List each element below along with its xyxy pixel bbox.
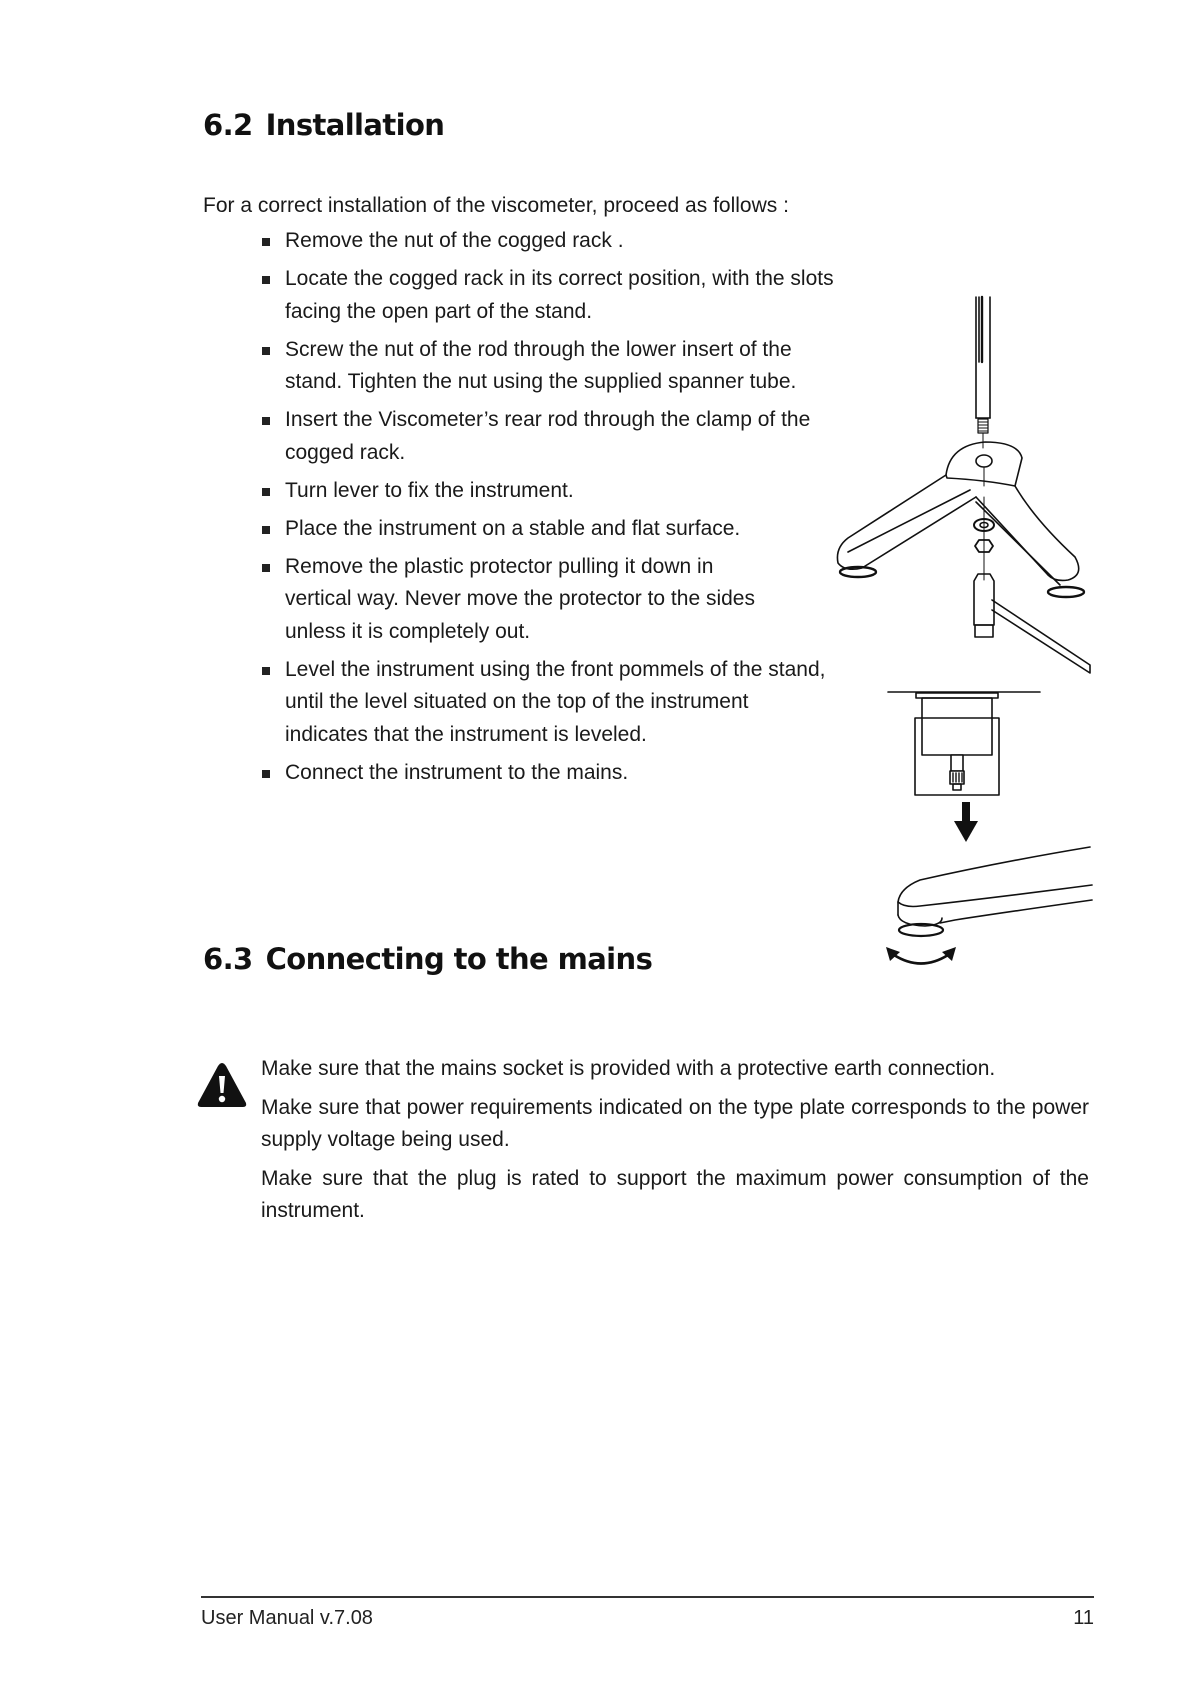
list-item xyxy=(262,513,825,546)
section-heading-mains xyxy=(203,942,652,976)
list-item xyxy=(262,757,825,790)
bullet-icon xyxy=(262,770,270,778)
installation-illustrations xyxy=(830,290,1110,990)
bullet-icon xyxy=(262,417,270,425)
warning-triangle-icon xyxy=(196,1061,248,1109)
leveling-foot-illustration xyxy=(886,847,1092,964)
step-text: Remove the plastic protector pulling it down in vertical way. Never move the protector to the sides unless it is completely out. xyxy=(285,554,755,643)
list-item xyxy=(262,263,885,328)
list-item xyxy=(262,404,815,469)
step-text: Place the instrument on a stable and flat surface. xyxy=(285,516,741,540)
warning-text: Make sure that the mains socket is provided with a protective earth connection. xyxy=(261,1057,996,1080)
step-text: Level the instrument using the front pommels of the stand, until the level situated on the top of the instrument indicates that the instrument is leveled. xyxy=(285,657,826,746)
list-item xyxy=(262,225,845,258)
step-text: Locate the cogged rack in its correct position, with the slots facing the open part of the stand. xyxy=(285,267,834,323)
step-text: Insert the Viscometer’s rear rod through the clamp of the cogged rack. xyxy=(285,408,811,464)
page-number: 11 xyxy=(1073,1607,1094,1629)
bullet-icon xyxy=(262,488,270,496)
intro-text: For a correct installation of the viscometer, proceed as follows : xyxy=(203,194,789,217)
bullet-icon xyxy=(262,667,270,675)
bullet-icon xyxy=(262,564,270,572)
rotate-arrows-icon xyxy=(886,947,956,964)
section-title: Installation xyxy=(265,108,445,142)
step-text: Remove the nut of the cogged rack . xyxy=(285,229,624,252)
bullet-icon xyxy=(262,238,270,246)
bullet-icon xyxy=(262,347,270,355)
stand-assembly-illustration xyxy=(837,297,1090,673)
footer-divider xyxy=(201,1596,1094,1598)
list-item xyxy=(262,654,830,752)
list-item xyxy=(262,334,840,399)
section-heading-installation xyxy=(203,108,444,142)
bullet-icon xyxy=(262,276,270,284)
section-number: 6.2 xyxy=(203,108,253,142)
installation-steps-list xyxy=(262,225,882,795)
warning-text: Make sure that the plug is rated to support the maximum power consumption of the instrument. xyxy=(261,1166,1089,1222)
step-text: Screw the nut of the rod through the lower insert of the stand. Tighten the nut using the supplied spanner tube. xyxy=(285,337,797,393)
footer-document-title: User Manual v.7.08 xyxy=(201,1607,373,1629)
step-text: Connect the instrument to the mains. xyxy=(285,760,629,784)
arrow-down-icon xyxy=(954,802,978,842)
section-title: Connecting to the mains xyxy=(265,942,653,976)
bullet-icon xyxy=(262,526,270,534)
warning-text: Make sure that power requirements indicated on the type plate corresponds to the power supply voltage being used. xyxy=(261,1095,1089,1151)
section-number: 6.3 xyxy=(203,942,253,976)
list-item xyxy=(262,475,825,508)
step-text: Turn lever to fix the instrument. xyxy=(285,478,574,502)
list-item xyxy=(262,551,780,649)
protector-removal-illustration xyxy=(888,692,1040,842)
